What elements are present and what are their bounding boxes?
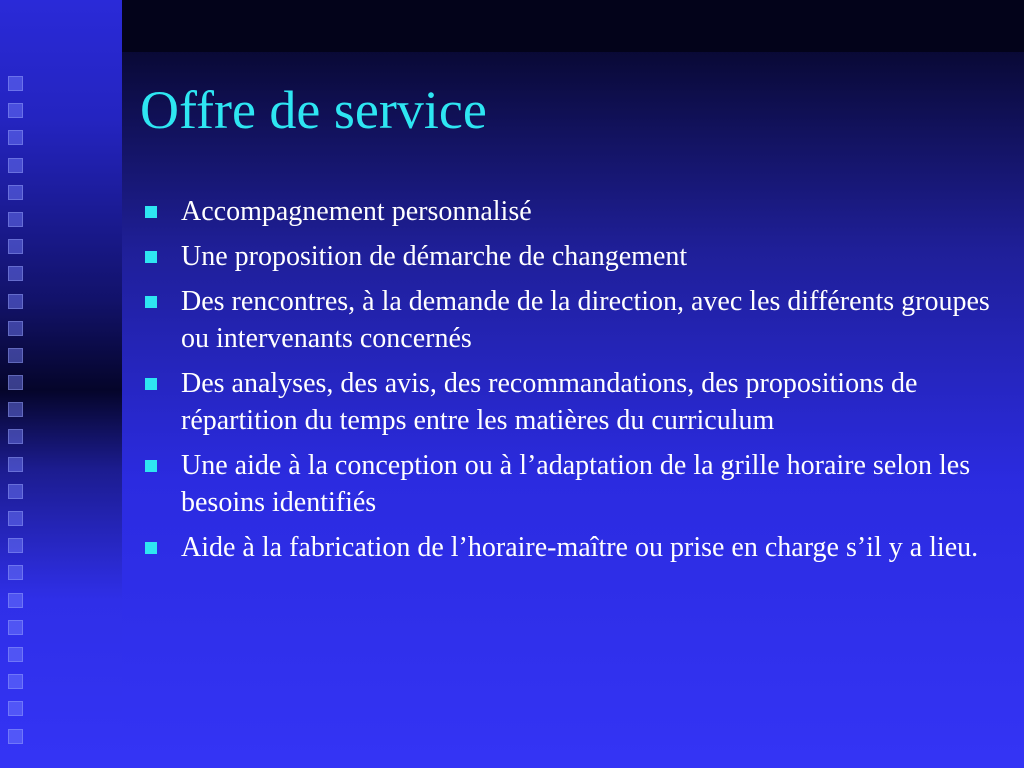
decorative-square [8,593,23,608]
decorative-square [8,294,23,309]
decorative-square [8,620,23,635]
square-bullet-icon [145,542,157,554]
decorative-square [8,647,23,662]
decorative-square [8,239,23,254]
left-decorative-panel [0,0,122,768]
decorative-square [8,402,23,417]
slide-title: Offre de service [140,80,487,140]
bullet-item [140,447,1000,521]
decorative-square [8,158,23,173]
square-bullet-icon [145,460,157,472]
square-bullet-icon [145,251,157,263]
bullet-text: Aide à la fabrication de l’horaire-maître ou prise en charge s’il y a lieu. [181,532,979,563]
bullet-text: Une aide à la conception ou à l’adaptation de la grille horaire selon les besoins identifiés [181,450,971,518]
decorative-square [8,321,23,336]
bullet-item [140,283,1000,357]
square-bullet-icon [145,378,157,390]
square-bullet-icon [145,296,157,308]
square-bullet-icon [145,206,157,218]
bullet-item [140,238,1000,275]
decorative-square [8,484,23,499]
decorative-square [8,429,23,444]
decorative-square [8,565,23,580]
decorative-square [8,457,23,472]
bullet-text: Des analyses, des avis, des recommandations, des propositions de répartition du temps entre les matières du curriculum [181,368,918,436]
bullet-item [140,529,1000,566]
decorative-square [8,538,23,553]
decorative-square [8,729,23,744]
bullet-text: Une proposition de démarche de changement [181,241,688,272]
decorative-square [8,701,23,716]
bullet-text: Accompagnement personnalisé [181,196,532,227]
decorative-square [8,103,23,118]
decorative-square [8,130,23,145]
decorative-square [8,212,23,227]
decorative-square [8,185,23,200]
bullet-list [140,193,1000,574]
decorative-square [8,511,23,526]
decorative-square [8,266,23,281]
decorative-square [8,674,23,689]
bullet-item [140,193,1000,230]
bullet-text: Des rencontres, à la demande de la direction, avec les différents groupes ou intervenants concernés [181,286,990,354]
decorative-square [8,76,23,91]
top-band [122,0,1024,52]
bullet-item [140,365,1000,439]
decorative-square-column [8,76,26,756]
decorative-square [8,375,23,390]
decorative-square [8,348,23,363]
